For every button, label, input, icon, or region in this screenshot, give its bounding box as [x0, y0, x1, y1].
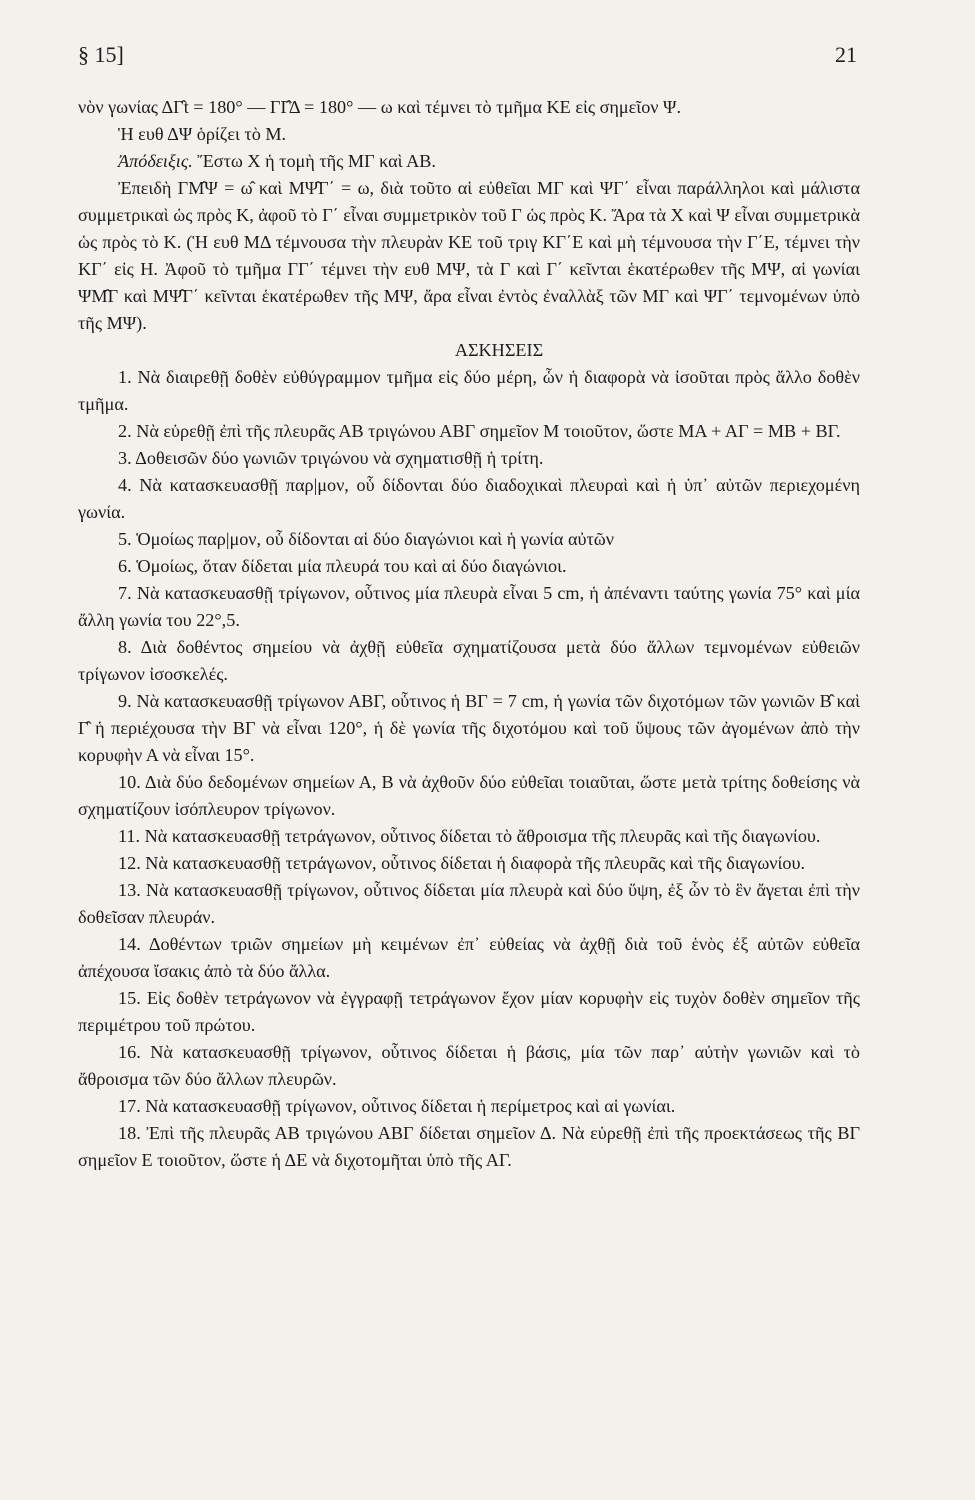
- exercise-item: 11. Νὰ κατασκευασθῇ τετράγωνον, οὗτινος δίδεται τὸ ἄθροισμα τῆς πλευρᾶς καὶ τῆς διαγωνίου.: [118, 826, 821, 846]
- page-text: [78, 94, 860, 1174]
- exercise-item: 4. Νὰ κατασκευασθῇ παρ|μον, οὗ δίδονται δύο διαδοχικαὶ πλευραὶ καὶ ἡ ὑπ᾽ αὐτῶν περιεχομένη γωνία.: [78, 475, 860, 522]
- exercise-item: 2. Νὰ εὑρεθῇ ἐπὶ τῆς πλευρᾶς ΑΒ τριγώνου ΑΒΓ σημεῖον Μ τοιοῦτον, ὥστε ΜΑ + ΑΓ = ΜΒ + ΒΓ.: [118, 421, 841, 441]
- exercise-item: 17. Νὰ κατασκευασθῇ τρίγωνον, οὗτινος δίδεται ἡ περίμετρος καὶ αἱ γωνίαι.: [118, 1096, 676, 1116]
- running-header: [78, 42, 857, 72]
- proof-paragraph: Ἐπειδὴ ΓΜ̂Ψ = ω̂ καὶ ΜΨ̂Γ΄ = ω, διὰ τοῦτο αἱ εὐθεῖαι ΜΓ καὶ ΨΓ΄ εἶναι παράλληλοι καὶ μάλιστα συμμετρικαὶ ὡς πρὸς Κ, ἀφοῦ τὸ Γ΄ εἶναι συμμετρικὸν τοῦ Γ ὡς πρὸς Κ. Ἄρα τὰ Χ καὶ Ψ εἶναι συμμετρικὰ ὡς πρὸς τὸ Κ. (Ἡ ευθ ΜΔ τέμνουσα τὴν πλευρὰν ΚΕ τοῦ τριγ ΚΓ΄Ε καὶ μὴ τέμνουσα τὴν Γ΄Ε, τέμνει τὴν ΚΓ΄ εἰς Η. Ἀφοῦ τὸ τμῆμα ΓΓ΄ τέμνει τὴν ευθ ΜΨ, τὰ Γ καὶ Γ΄ κεῖνται ἑκατέρωθεν τῆς ΜΨ, αἱ γωνίαι ΨΜ̂Γ καὶ ΜΨ̂Γ΄ κεῖνται ἑκατέρωθεν τῆς ΜΨ, ἄρα εἶναι ἐντὸς ἐναλλὰξ τῶν ΜΓ καὶ ΨΓ΄ τεμνομένων ὑπὸ τῆς ΜΨ).: [78, 178, 860, 333]
- exercise-item: 16. Νὰ κατασκευασθῇ τρίγωνον, οὗτινος δίδεται ἡ βάσις, μία τῶν παρ᾽ αὐτὴν γωνιῶν καὶ τὸ ἄθροισμα τῶν δύο ἄλλων πλευρῶν.: [78, 1042, 860, 1089]
- proof-intro: [78, 148, 860, 175]
- text-line: νὸν γωνίας ΔΓ̂t = 180° — ΓΓ̂Δ = 180° — ω καὶ τέμνει τὸ τμῆμα ΚΕ εἰς σημεῖον Ψ.: [78, 97, 682, 117]
- exercise-item: 18. Ἐπὶ τῆς πλευρᾶς ΑΒ τριγώνου ΑΒΓ δίδεται σημεῖον Δ. Νὰ εὑρεθῇ ἐπὶ τῆς προεκτάσεως τῆς ΒΓ σημεῖον Ε τοιοῦτον, ὥστε ἡ ΔΕ νὰ διχοτομῆται ὑπὸ τῆς ΑΓ.: [78, 1123, 860, 1170]
- exercises-heading: ΑΣΚΗΣΕΙΣ: [454, 340, 544, 360]
- exercise-item: 8. Διὰ δοθέντος σημείου νὰ ἀχθῇ εὐθεῖα σχηματίζουσα μετὰ δύο ἄλλων τεμνομένων εὐθειῶν τρίγωνον ἰσοσκελές.: [78, 637, 860, 684]
- exercise-item: 6. Ὁμοίως, ὅταν δίδεται μία πλευρά του καὶ αἱ δύο διαγώνιοι.: [118, 556, 567, 576]
- exercise-item: 1. Νὰ διαιρεθῇ δοθὲν εὐθύγραμμον τμῆμα εἰς δύο μέρη, ὧν ἡ διαφορὰ νὰ ἰσοῦται πρὸς ἄλλο δοθὲν τμῆμα.: [78, 367, 860, 414]
- proof-first-sentence: Ἔστω Χ ἡ τομὴ τῆς ΜΓ καὶ ΑΒ.: [192, 151, 436, 171]
- exercise-item: 15. Εἰς δοθὲν τετράγωνον νὰ ἐγγραφῇ τετράγωνον ἔχον μίαν κορυφὴν εἰς τυχὸν δοθὲν σημεῖον τῆς περιμέτρου τοῦ πρώτου.: [78, 988, 860, 1035]
- exercise-item: 9. Νὰ κατασκευασθῇ τρίγωνον ΑΒΓ, οὗτινος ἡ ΒΓ = 7 cm, ἡ γωνία τῶν διχοτόμων τῶν γωνιῶν Β̂ καὶ Γ̂ ἡ περιέχουσα τὴν ΒΓ νὰ εἶναι 120°, ἡ δὲ γωνία τῆς διχοτόμου καὶ τοῦ ὕψους τῶν ἀγομένων ἀπὸ τὴν κορυφὴν Α νὰ εἶναι 15°.: [78, 691, 860, 765]
- exercise-item: 14. Δοθέντων τριῶν σημείων μὴ κειμένων ἐπ᾽ εὐθείας νὰ ἀχθῇ διὰ τοῦ ἑνὸς ἐξ αὐτῶν εὐθεῖα ἀπέχουσα ἴσακις ἀπὸ τὰ δύο ἄλλα.: [78, 934, 860, 981]
- text-line: Ἡ ευθ ΔΨ ὁρίζει τὸ Μ.: [118, 124, 287, 144]
- section-marker: § 15]: [78, 42, 124, 67]
- exercise-item: 13. Νὰ κατασκευασθῇ τρίγωνον, οὗτινος δίδεται μία πλευρὰ καὶ δύο ὕψη, ἐξ ὧν τὸ ἓν ἄγεται ἐπὶ τὴν δοθεῖσαν πλευράν.: [78, 880, 860, 927]
- page-number: 21: [835, 42, 857, 67]
- exercise-item: 3. Δοθεισῶν δύο γωνιῶν τριγώνου νὰ σχηματισθῇ ἡ τρίτη.: [118, 448, 544, 468]
- exercise-item: 10. Διὰ δύο δεδομένων σημείων Α, Β νὰ ἀχθοῦν δύο εὐθεῖαι τοιαῦται, ὥστε μετὰ τρίτης δοθείσης νὰ σχηματίζουν ἰσόπλευρον τρίγωνον.: [78, 772, 860, 819]
- exercise-item: 12. Νὰ κατασκευασθῇ τετράγωνον, οὗτινος δίδεται ἡ διαφορὰ τῆς πλευρᾶς καὶ τῆς διαγωνίου.: [118, 853, 806, 873]
- proof-label: Ἀπόδειξις.: [118, 151, 193, 171]
- exercise-item: 7. Νὰ κατασκευασθῇ τρίγωνον, οὗτινος μία πλευρὰ εἶναι 5 cm, ἡ ἀπέναντι ταύτης γωνία 75° καὶ μία ἄλλη γωνία του 22°,5.: [78, 583, 860, 630]
- exercise-item: 5. Ὁμοίως παρ|μον, οὗ δίδονται αἱ δύο διαγώνιοι καὶ ἡ γωνία αὐτῶν: [118, 529, 614, 549]
